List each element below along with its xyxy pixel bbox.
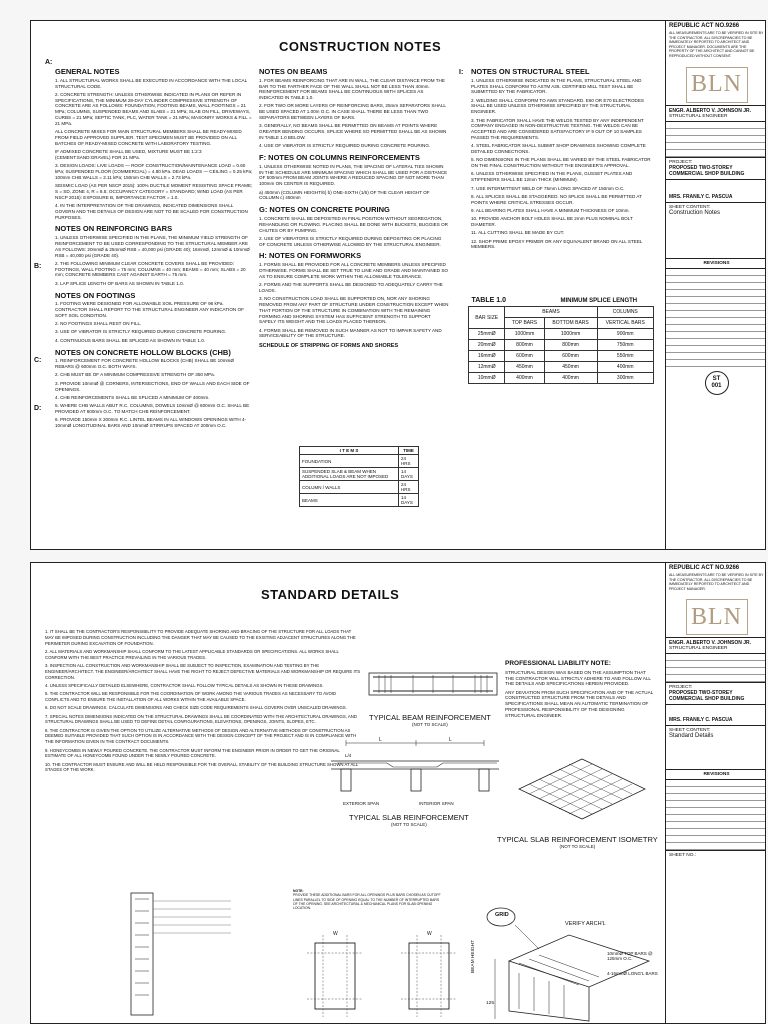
steel-note: 10. PROVIDE ANCHOR BOLT HOLES SHALL BE 2mm PLUS NOMINAL BOLT DIAMETER. [471,216,633,228]
rebar-note: 2. THE FOLLOWING MINIMUM CLEAR CONCRETE COVERS SHALL BE PROVIDED: FOOTINGS, WALL FOOTING = 75 mm; COLUMNS = 40 mm; BEAMS = 40 mm; SLABS = 20 mm; CONCRETE MEMBERS CAST AGAINST EARTH = 75 mm. [55,260,246,278]
span-length-label: L [449,737,452,743]
ra-note: ALL MEASUREMENTS ARE TO BE VERIFIED IN SITE BY THE CONTRACTOR. ALL DISCREPANCIES TO BE IMMEDIATELY REPORTED TO ARCHITECT AND PROJECT MANAGER. [669,573,764,591]
professional-liability-note [505,661,655,721]
general-note: IF ADMIXED CONCRETE SHALL BE USED, MIXTURE MUST BE 1:2:3 (CEMENT:SAND:GRAVEL) FOR 21 MPa. [55,149,202,160]
table-row [469,373,654,384]
footing-notes-heading: NOTES ON FOOTINGS [55,290,136,300]
sheet-content-block [666,202,766,218]
splice-length-table [468,295,654,384]
engineer-block [666,105,766,121]
sheet-content: Construction Notes [669,209,721,216]
project-name: PROPOSED TWO-STOREY COMMERCIAL SHOP BUILDING [669,690,745,703]
detail-note: 3. INSPECTION ALL CONSTRUCTION AND WORKMANSHIP SHALL BE SUBJECT TO INSPECTION, EXAMINATION AND TESTING BY THE ENGINEER/ARCHITECT. THE ENGINEER/ARCHITECT SHALL HAVE THE RIGHT TO REJECT DEFECTIVE MATERIALS AND WORKMANSHIP OR REQUIRE ITS CORRECTION. [45,662,361,680]
detail-note: 9. HONEYCOMBS IN NEWLY POURED CONCRETE. THE CONTRACTOR MUST INFORM THE ENGINEER PRIOR IN ORDER TO GET THE ORIGINAL ESTIMATE OF ALL HONEYCOMB FOUND UNDER THE NEWLY POURED CONCRETE. [45,747,340,759]
sheet-code: ST [712,375,721,382]
detail-note: 4. UNLESS SPECIFICALLY DETAILED ELSEWHERE, CONTRACTOR SHALL FOLLOW TYPICAL DETAILS AS SHOWN IN THESE DRAWINGS. [45,682,324,688]
republic-act: REPUBLIC ACT NO.9266 [669,565,740,571]
steel-note: 7. USE INTERMITTENT WELD OF 75mm LONG SPACED AT 150mm O.C. [471,185,625,191]
chb-note: 2. CHB MUST BE OF A MINIMUM COMPRESSIVE STRENGTH OF 350 MPa. [55,372,215,378]
long-bars-label: 4-16mmØ LONG'L BARS [607,971,658,976]
general-note: 4. IN THE INTERPRETATION OF THE DRAWINGS, INDICATED DIMENSIONS SHALL GOVERN AND THE DETAILS OF DESIGN ARE NOT TO BE SCALED FOR CONSTRUCTION PURPOSES. [55,202,248,220]
table-row [469,362,654,373]
table-cell: 600mm [544,351,597,362]
ra-note: ALL MEASUREMENTS ARE TO BE VERIFIED IN SITE BY THE CONTRACTOR. ALL DISCREPANCIES TO BE IMMEDIATELY REPORTED TO ARCHITECT AND PROJECT MANAGER. DOCUMENTS ARE THE PROPERTY OF THE ARCHITECT AND CANNOT BE REPRODUCED WITHOUT CONSENT. [669,31,764,58]
table-title: MINIMUM SPLICE LENGTH [560,297,638,304]
not-to-scale: (NOT TO SCALE) [412,722,448,727]
table-header: VERTICAL BARS [597,318,653,329]
sheet-body [31,563,664,1023]
sheet-content-label: SHEET CONTENT: [669,204,711,210]
opening-note [293,889,443,910]
slab-caption-title: TYPICAL SLAB REINFORCEMENT [349,813,469,822]
project-block [666,157,766,179]
column-general [55,69,253,431]
slab-isometry-drawing [509,749,655,829]
table-group-header: BEAMS [505,307,597,318]
stripping-title: SCHEDULE OF STRIPPING OF FORMS AND SHORES [259,343,399,350]
beam-isometric-drawing [479,901,659,1023]
table-cell: 14 DAYS [399,468,419,481]
column-notes-heading: F: NOTES ON COLUMNS REINFORCEMENTS [259,153,420,163]
top-bars-label: 10mmØ TOP BARS @ 125mm O.C. [607,951,653,961]
beam-note: 1. FOR BEAMS REINFORCING THAT ARE IN WALL, THE CLEAR DISTANCE FROM THE BAR TO THE FARTHER FACE OF THE WALL SHALL NOT BE LESS THAN 40mm. REINFORCEMENT FOR BEAMS SHALL BE CONTINUOUS WITH SPLICES AS INDICATED IN TABLE 1.0. [259,77,445,101]
table-cell: 12mmØ [469,362,505,373]
project-name: PROPOSED TWO-STOREY COMMERCIAL SHOP BUILDING [669,164,745,177]
rebar-notes-heading: NOTES ON REINFORCING BARS [55,224,173,234]
sheet-standard-details [30,562,766,1024]
table-cell: 800mm [505,340,544,351]
revisions-label: REVISIONS [666,769,766,779]
general-note: ALL CONCRETE MIXES FOR MAIN STRUCTURAL MEMBERS SHALL BE READY-MIXED FROM FIELD APPROVED SUPPLIER. TEST SPECIMEN MUST BE PROVIDED ON ALL BATCHES OF READY-MIXED CONCRETE WITH LABORATORY TESTING. [55,129,242,146]
engineer-role: STRUCTURAL ENGINEER [669,646,728,652]
not-to-scale: (NOT TO SCALE) [559,844,596,849]
plr-text: STRUCTURAL DESIGN WAS BASED ON THE ASSUMPTION THAT THE CONTRACTOR WILL STRICTLY ADHERE TO AND FOLLOW ALL THE DETAILS AND SPECIFICATIONS HEREIN PROVIDED. [505,669,651,687]
firm-logo: BLN [686,67,748,103]
owner-block [666,704,766,725]
formwork-note: 3. NO CONSTRUCTION LOAD SHALL BE SUPPORTED ON, NOR ANY SHORING REMOVED FROM ANY PART OF STRUCTURE UNDER CONSTRUCTION EXCEPT WHEN THAT PORTION OF THE STRUCTURE IN COMBINATION WITH THE REMAINING FORMING AND SHORING SYSTEM HAS SUFFICIENT STRENGTH TO SUPPORT SAFELY ITS WEIGHT AND THE LOADS PLACED THEREON. [259,296,449,325]
table-header: TOP BARS [505,318,544,329]
chb-note: 5. WHERE CHB WALLS ABUT R.C. COLUMNS, DOWELS 10mmØ @ 600mm O.C. SHALL BE PROVIDED AT 600mm O.C. TO MATCH CHB REINFORCEMENT. [55,403,250,414]
revisions-grid [666,779,766,850]
engineer-block [666,637,766,653]
width-label: W [333,931,338,937]
table-cell: 750mm [597,340,653,351]
beam-note: 2. FOR TWO OR MORE LAYERS OF REINFORCING BARS, 25mm SEPARATORS SHALL BE USED SPACED AT 1.00m O.C. IN CASE SHALL THERE BE LESS THAN TWO SEPARATORS BETWEEN LAYERS OF BARS. [259,103,446,121]
section-letter-i: I: [459,69,464,76]
sheet-title: CONSTRUCTION NOTES [279,39,442,54]
interior-span-label: INTERIOR SPAN [419,801,454,806]
table-cell: 550mm [597,351,653,362]
footing-note: 2. NO FOOTINGS SHALL REST ON FILL. [55,321,142,327]
column-steel [471,69,656,253]
table-cell: 16mmØ [469,351,505,362]
pouring-notes-heading: G: NOTES ON CONCRETE POURING [259,205,390,215]
table-row [469,329,654,340]
formwork-note: 2. FORMS AND THE SUPPORTS SHALL BE DESIGNED TO ADEQUATELY CARRY THE LOADS. [259,282,443,293]
dimension-label: 125 [486,1001,495,1006]
chb-note: 4. CHB REINFORCEMENTS SHALL BE SPLICED A MINIMUM OF 400mm. [55,394,210,400]
footing-note: 3. USE OF VIBRATOR IS STRICTLY REQUIRED DURING CONCRETE POURING. [55,329,227,335]
general-notes-list [45,629,361,776]
table-row [469,340,654,351]
engineer-name: ENGR. ALBERTO V. JOHNSON JR. [669,107,752,114]
beam-height-label: BEAM HEIGHT [471,939,476,973]
project-label: PROJECT: [669,159,693,165]
column-detail-drawing [91,889,241,1019]
table-cell: 900mm [597,329,653,340]
firm-logo: BLN [686,599,748,635]
table-label: TABLE 1.0 [471,297,506,304]
formwork-note: 1. FORMS SHALL BE PROVIDED FOR ALL CONCRETE MEMBERS UNLESS SPECIFIED OTHERWISE. FORMS SHALL BE SET TRUE TO LINE AND GRADE AND MAINTAINED SO AS TO ENSURE COMPLETE WORK WITHIN THE ALLOWABLE TOLERANCE. [259,262,448,279]
stripping-header: TIME [399,447,419,455]
column-note: a) 450mm (COLUMN HEIGHT/6) b) ONE-SIXTH (1/6) OF THE CLEAR HEIGHT OF COLUMN c) 450mm [259,189,430,201]
slab-reinforcement-drawing [327,731,503,805]
footing-note: 4. CONTINUOUS BARS SHALL BE SPLICED AS SHOWN IN TABLE 1.0. [55,337,206,343]
beam-reinforcement-drawing [367,663,499,707]
detail-note: 2. ALL MATERIALS AND WORKMANSHIP SHALL CONFORM TO THE LATEST APPLICABLE STANDARDS OR SPECIFICATIONS. ALL WORKS SHALL CONFORM WITH THE BEST PRACTICE PREVAILING IN THE VARIOUS TRADES. [45,648,339,660]
formwork-note: 4. FORMS SHALL BE REMOVED IN SUCH MANNER AS NOT TO IMPAIR SAFETY AND SERVICEABILITY OF THE STRUCTURE. [259,327,442,339]
title-block [665,563,766,1023]
steel-note: 1. UNLESS OTHERWISE INDICATED IN THE PLANS, STRUCTURAL STEEL AND PLATES SHALL CONFORM TO ASTM A36. CERTIFIED MILL TEST SHALL BE SUBMITTED BY THE FABRICATOR. [471,77,642,95]
sheet-content: Standard Details [669,733,714,740]
sheet-content-label: SHEET CONTENT: [669,728,711,734]
republic-act: REPUBLIC ACT NO.9266 [669,23,740,29]
table-cell: 800mm [544,340,597,351]
table-cell: 24 HRS [399,455,419,468]
table-cell: 600mm [505,351,544,362]
general-note: 1. ALL STRUCTURAL WORKS SHALL BE EXECUTED IN ACCORDANCE WITH THE LOCAL STRUCTURAL CODE. [55,77,247,89]
exterior-span-label: EXTERIOR SPAN [343,801,380,806]
chb-note: 6. PROVIDE 150mm X 200mm R.C. LINTEL BEAMS IN ALL WINDOWS OPENINGS WITH 4-10mmØ LONGITUDINAL BARS AND 10mmØ STIRRUPS SPACED AT 200mm O.C. [55,417,247,429]
stripping-table [299,446,419,507]
grid-label: GRID [495,912,509,918]
table-header: BOTTOM BARS [544,318,597,329]
width-label: W [427,931,432,937]
chb-note: 3. PROVIDE 10mmØ @ CORNERS, INTERSECTIONS, END OF WALLS AND EACH SIDE OF OPENINGS. [55,380,250,392]
table-cell: FOUNDATION [300,455,399,468]
general-note: 3. DESIGN LOADS: LIVE LOADS — ROOF CONSTRUCTION/MAINTENANCE LOAD = 0.60 kPa; SUSPENDED FLOOR (COMMERCIAL) = 4.80 kPa. DEAD LOADS — CEILING = 0.25 kPa; 100mm CHB WALLS = 2.11 kPa; 150mm CHB WALLS = 2.73 kPa. [55,163,253,180]
beam-note: 3. GENERALLY, NO BEAMS SHALL BE PERMITTED ON BEAMS AT POINTS WHERE GREATER BENDING OCCURS. SPLICE WHERE SO PERMITTED SHALL BE AS SHOWN IN TABLE 1.0 BELOW. [259,123,447,140]
signature-grid [666,121,766,157]
table-cell: 450mm [505,362,544,373]
section-letter-a: A: [45,59,53,66]
section-letter-d: D: [34,405,42,412]
table-row [469,351,654,362]
sheet-number: 001 [711,382,722,389]
plr-title: PROFESSIONAL LIABILITY NOTE: [505,660,611,667]
rebar-note: 3. LAP SPLICE LENGTH OF BARS AS SHOWN IN TABLE 1.0. [55,280,184,286]
sheet-no-block [666,850,766,860]
steel-note: 4. STEEL FABRICATOR SHALL SUBMIT SHOP DRAWINGS SHOWING COMPLETE DETAILED CONNECTIONS. [471,143,646,155]
stripping-header: I T E M S [300,447,399,455]
owner-name: MRS. FRANILY C. PASCUA [669,193,733,200]
sheet-title: STANDARD DETAILS [261,587,400,602]
detail-note: 10. THE CONTRACTOR MUST ENSURE AND WILL BE HELD RESPONSIBLE FOR THE OVERALL STABILITY OF THE BUILDING STRUCTURE SHOWN AT ALL STAGES OF THE WORK. [45,761,359,773]
beam-note: 4. USE OF VIBRATOR IS STRICTLY REQUIRED DURING CONCRETE POURING. [259,143,431,149]
steel-note: 3. THE FABRICATOR SHALL HAVE THE WELDS TESTED BY ANY INDEPENDENT COMPANY ENGAGED IN NON-DESTRUCTIVE TESTING. THE WELDS CAN BE ACCEPTED AND ARE CONSIDERED SATISFACTORY IF 9 OUT OF 10 SAMPLES PASSED THE REQUIREMENTS. [471,117,644,140]
plr-text: ANY DEVIATION FROM SUCH SPECIFICATION AND OF THE ACTUAL CONSTRUCTED STRUCTURE FROM THE DETAILS AND SPECIFICATIONS SHALL MEAN AN AUTOMATIC TERMINATION OF PROFESSIONAL RESPONSIBILITY OF THE DESIGNING STRUCTURAL ENGINEER. [505,689,654,718]
table-cell: BEAMS [300,494,399,507]
signature-grid [666,653,766,682]
beam-notes-heading: NOTES ON BEAMS [259,67,328,76]
formwork-notes-heading: H: NOTES ON FORMWORKS [259,251,362,261]
footing-note: 1. FOOTING WERE DESIGNED FOR ALLOWABLE SOIL PRESSURE OF 96 kPa. CONTRACTOR SHALL REPORT TO THE STRUCTURAL ENGINEER ANY INDICATION OF SOFT SOIL CONDITION. [55,301,244,318]
quarter-span-label: L/4 [345,753,352,758]
table-cell: 400mm [505,373,544,384]
table-cell: SUSPENDED SLAB & BEAM WHEN ADDITIONAL LOADS ARE NOT IMPOSED [300,468,399,481]
steel-note: 12. SHOP PRIME EPOXY PRIMER OR ANY EQUIVALENT BRAND ON ALL STEEL MEMBERS. [471,238,643,250]
general-note: SEISMIC LOAD (AS PER NSCP 2015): 100% DUCTILE MOMENT RESISTING SPACE FRAME; S = SD, ZONE 4, R = 8.5; OCCUPANCY CATEGORY = STANDARD; WIND LOAD (AS PER NSCP 2015): EXPOSURE B, IMPORTANCE FACTOR = 1.0. [55,183,253,200]
table-cell: 20mmØ [469,340,505,351]
isometry-caption [497,835,658,849]
general-notes-heading: GENERAL NOTES [55,67,120,76]
note-text: PROVIDE THESE ADDITIONAL BARS FOR ALL OPENINGS PLUS BARS CHOSEN AS CUTOFF LINES PARALLEL TO SIDE OF OPENING EQUAL TO THE NUMBER OF INTERRUPTED BARS OF THE OPENING. SEE ARCHITECTURAL & MECHANICAL PLANS FOR SLAB OPENING LOCATION. [293,893,441,911]
table-cell: 24 HRS [399,481,419,494]
detail-note: 7. SPECIAL NOTES DIMENSIONS INDICATED ON THE STRUCTURAL DRAWINGS SHALL BE COORDINATED WITH THE ARCHITECTURAL DRAWINGS, AND STRUCTURAL DRAWINGS SHALL BE USED TO DEFINE DETAIL CONFIGURATIONS, ELEVATIONS, OPENINGS, JOINTS, SLOPES, ETC. [45,713,357,725]
sheet-construction-notes [30,20,766,550]
beam-caption-title: TYPICAL BEAM REINFORCEMENT [369,713,491,722]
slab-caption [349,813,469,827]
table-cell: 1000mm [544,329,597,340]
sheet-content-block [666,725,766,741]
table-cell: 1000mm [505,329,544,340]
steel-notes-heading: NOTES ON STRUCTURAL STEEL [471,67,590,76]
column-beams-columns [259,69,449,350]
owner-block [666,179,766,202]
detail-note: 5. THE CONTRACTOR WILL BE RESPONSIBLE FOR THE COORDINATION OF WORK AMONG THE VARIOUS TRADES AS NECESSARY TO AVOID CONFLICTS AND TO ENSURE THE INSTALLATION OF ALL WORKS WITHIN THE AVAILABLE SPACE. [45,691,337,702]
detail-note: 6. DO NOT SCALE DRAWINGS. CALCULATE DIMENSIONS AND CHECK SIZE CODE REQUIREMENTS SHALL GOVERN OVER UNSCALED DRAWINGS. [45,705,347,711]
revisions-label: REVISIONS [666,258,766,268]
rebar-note: 1. UNLESS OTHERWISE SPECIFIED IN THE PLANS, THE MINIMUM YIELD STRENGTH OF REINFORCEMENT TO BE USED CORRESPONDING TO THE STRUCTURAL MEMBER ARE AS FOLLOWS: 20mmØ & 25mmØ RSB = 40,000 psi (GRADE 40); 16mmØ, 12mmØ & 10mmØ RSB = 40,000 psi (GRADE 40). [55,235,250,258]
verify-label: VERIFY ARCH'L [565,921,606,927]
steel-note: 6. UNLESS OTHERWISE SPECIFIED IN THE PLANS, GUSSET PLATES AND STIFFENERS SHALL BE 12mm THICK (MINIMUM). [471,171,633,183]
engineer-role: STRUCTURAL ENGINEER [669,113,728,119]
not-to-scale: (NOT TO SCALE) [390,822,427,827]
isometry-caption-title: TYPICAL SLAB REINFORCEMENT ISOMETRY [497,835,658,844]
steel-note: 2. WELDING SHALL CONFORM TO AWS STANDARD. E60 OR E70 ELECTRODES SHALL BE USED UNLESS OTHERWISE SPECIFIED BY THE STRUCTURAL ENGINEER. [471,97,644,115]
engineer-name: ENGR. ALBERTO V. JOHNSON JR. [669,640,752,647]
steel-note: 5. NO DIMENSIONS IN THE PLANS SHALL BE VARIED BY THE STEEL FABRICATOR ON THE FINAL CONSTRUCTION WITHOUT THE ENGINEER'S APPROVAL. [471,157,651,169]
general-note: 2. CONCRETE STRENGTH: UNLESS OTHERWISE INDICATED IN PLANS OR REFER IN SPECIFICATIONS, THE MINIMUM 28-DAY CYLINDER COMPRESSIVE STRENGTH OF CONCRETE ARE AS FOLLOWS: FOUNDATION, FOOTING BEAMS, WALL FOOTINGS = 21 MPa; COLUMNS, SUSPENDED BEAMS AND SLABS = 21 MPa; SLAB ON FILL, DRIVEWAYS, CURBS = 21 MPa; SEPTIC TANK, PLC, WATER TANK = 21 MPa; MASONRY WORKS & FILL = 21 MPa. [55,91,252,126]
steel-note: 11. ALL CUTTING SHALL BE MADE BY CUT. [471,230,565,236]
table-cell: 450mm [544,362,597,373]
table-cell: 14 DAYS [399,494,419,507]
table-cell: 400mm [544,373,597,384]
table-cell: 10mmØ [469,373,505,384]
pouring-note: 1. CONCRETE SHALL BE DEPOSITED IN FINAL POSITION WITHOUT SEGREGATION, REHANDLING OR FLOWING. PLACING SHALL BE DONE WITH BUCKETS, BUGGIES OR CHUTES OR BY PUMPING. [259,215,448,233]
column-note: 1. UNLESS OTHERWISE NOTED IN PLANS, THE SPACING OF LATERAL TIES SHOWN IN THE SCHEDULE ARE MINIMUM SPACING WHICH SHALL BE USED FOR A DISTANCE OF 500mm FROM BEAM JOINTS WHERE A REDUCED SPACING OF NOT MORE THAN 100mm ON CENTER IS REQUIRED. [259,163,448,187]
pouring-note: 2. USE OF VIBRATORS IS STRICTLY REQUIRED DURING DEPOSITING OR PLACING OF CONCRETE UNLESS OTHERWISE ALLOWED BY THE STRUCTURAL ENGINEER. [259,235,442,247]
slab-opening-drawing [287,923,467,1023]
table-cell: 25mmØ [469,329,505,340]
sheet-body [31,21,664,549]
table-cell: COLUMN / WALLS [300,481,399,494]
chb-note: 1. REINFORCEMENT FOR CONCRETE HOLLOW BLOCKS (CHB) SHALL BE 10mmØ REBARS @ 600mm O.C. BOTH WAYS. [55,358,234,370]
sheet-no-label: SHEET NO.: [669,853,697,859]
table-cell: 400mm [597,362,653,373]
section-letter-b: B: [34,263,42,270]
detail-note: 8. THE CONTRACTOR IS GIVEN THE OPTION TO UTILIZE ALTERNATIVE METHODS OF DESIGN AND ALTERNATIVE METHODS OF CONSTRUCTION AS DEEMED SUITABLE PROVIDED THAT SUCH OPTION IS IN ACCORDANCE WITH THE DESIGN CONCEPT OF THE PROJECT AND IS IN COMPLIANCE WITH THE INFORMATION GIVEN IN THE CONTRACT DOCUMENTS. [45,727,357,745]
owner-name: MRS. FRANILY C. PASCUA [669,717,733,724]
revisions-grid [666,268,766,367]
table-cell: 300mm [597,373,653,384]
table-group-header: COLUMNS [597,307,653,318]
steel-note: 8. ALL SPLICES SHALL BE STAGGERED. NO SPLICE SHALL BE PERMITTED AT POINTS WHERE CRITICAL STRESSES OCCUR. [471,193,642,205]
project-label: PROJECT: [669,685,693,691]
detail-note: 1. IT SHALL BE THE CONTRACTOR'S RESPONSIBILITY TO PROVIDE ADEQUATE SHORING AND BRACING OF THE STRUCTURE FOR ALL LOADS THAT MAY BE IMPOSED DURING CONSTRUCTION INCLUDING THE DANGER THAT MAY BE CAUSED TO THE EXISTING ADJACENT STRUCTURES ALONG THE PERIMETER DURING EXCAVATION OF FOUNDATION. [45,629,356,646]
beam-caption [369,713,491,727]
project-block [666,682,766,704]
title-block [665,21,766,549]
note-head: NOTE: [293,889,304,893]
steel-note: 9. ALL BEARING PLATES SHALL HAVE A MINIMUM THICKNESS OF 10mm. [471,207,630,213]
sheet-number-badge [705,371,729,395]
chb-notes-heading: NOTES ON CONCRETE HOLLOW BLOCKS (CHB) [55,347,231,357]
span-length-label: L [379,737,382,743]
section-letter-c: C: [34,357,42,364]
table-header: BAR SIZE [469,307,505,329]
